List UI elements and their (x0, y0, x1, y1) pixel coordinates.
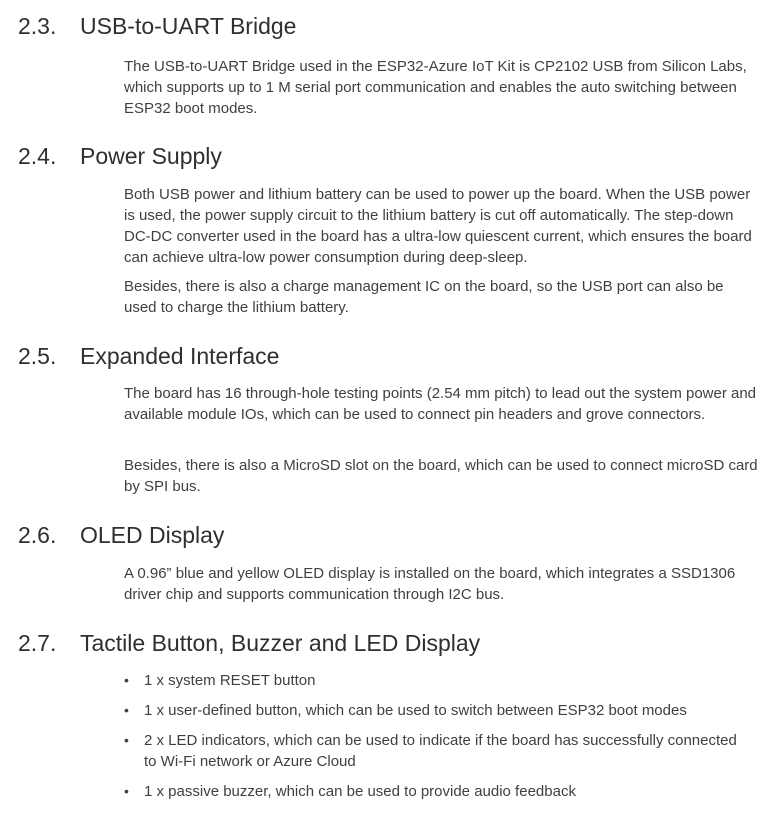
paragraph: Besides, there is also a charge management IC on the board, so the USB port can also be used to charge the lithium battery. (124, 278, 724, 316)
list-item-text: 1 x passive buzzer, which can be used to provide audio feedback (144, 783, 576, 800)
section-heading (18, 142, 222, 170)
bullet-icon: • (124, 783, 129, 799)
list-item-text: 1 x user-defined button, which can be used to switch between ESP32 boot modes (144, 702, 687, 719)
paragraph: A 0.96” blue and yellow OLED display is installed on the board, which integrates a SSD1306 driver chip and supports communication through I2C bus. (124, 565, 736, 603)
section-title: USB-to-UART Bridge (80, 13, 297, 39)
section-heading (18, 629, 480, 657)
section-title: Tactile Button, Buzzer and LED Display (80, 630, 481, 656)
list-item-text: 1 x system RESET button (144, 672, 316, 689)
paragraph: Besides, there is also a MicroSD slot on the board, which can be used to connect microSD card by SPI bus. (124, 457, 758, 495)
bullet-icon: • (124, 672, 129, 688)
section-heading (18, 342, 279, 370)
bullet-icon: • (124, 732, 129, 748)
section-heading (18, 12, 296, 40)
list-item-text: 2 x LED indicators, which can be used to indicate if the board has successfully connected to Wi-Fi network or Azure Cloud (144, 732, 737, 770)
section-number: 2.5. (18, 343, 57, 369)
section-title: OLED Display (80, 522, 225, 548)
section-number: 2.3. (18, 13, 57, 39)
section-number: 2.7. (18, 630, 57, 656)
paragraph: The USB-to-UART Bridge used in the ESP32-Azure IoT Kit is CP2102 USB from Silicon Labs, which supports up to 1 M serial port communication and enables the auto switching between ESP32 boot modes. (124, 58, 747, 117)
bullet-icon: • (124, 702, 129, 718)
section-title: Expanded Interface (80, 343, 280, 369)
paragraph: The board has 16 through-hole testing points (2.54 mm pitch) to lead out the system power and available module IOs, which can be used to connect pin headers and grove connectors. (124, 385, 757, 423)
section-number: 2.4. (18, 143, 57, 169)
section-heading (18, 521, 224, 549)
section-title: Power Supply (80, 143, 222, 169)
paragraph: Both USB power and lithium battery can be used to power up the board. When the USB power is used, the power supply circuit to the lithium battery is cut off automatically. The step-down DC-DC converter used in the board has a ultra-low quiescent current, which ensures the board can achieve ultra-low power consumption during deep-sleep. (124, 186, 752, 266)
section-number: 2.6. (18, 522, 57, 548)
